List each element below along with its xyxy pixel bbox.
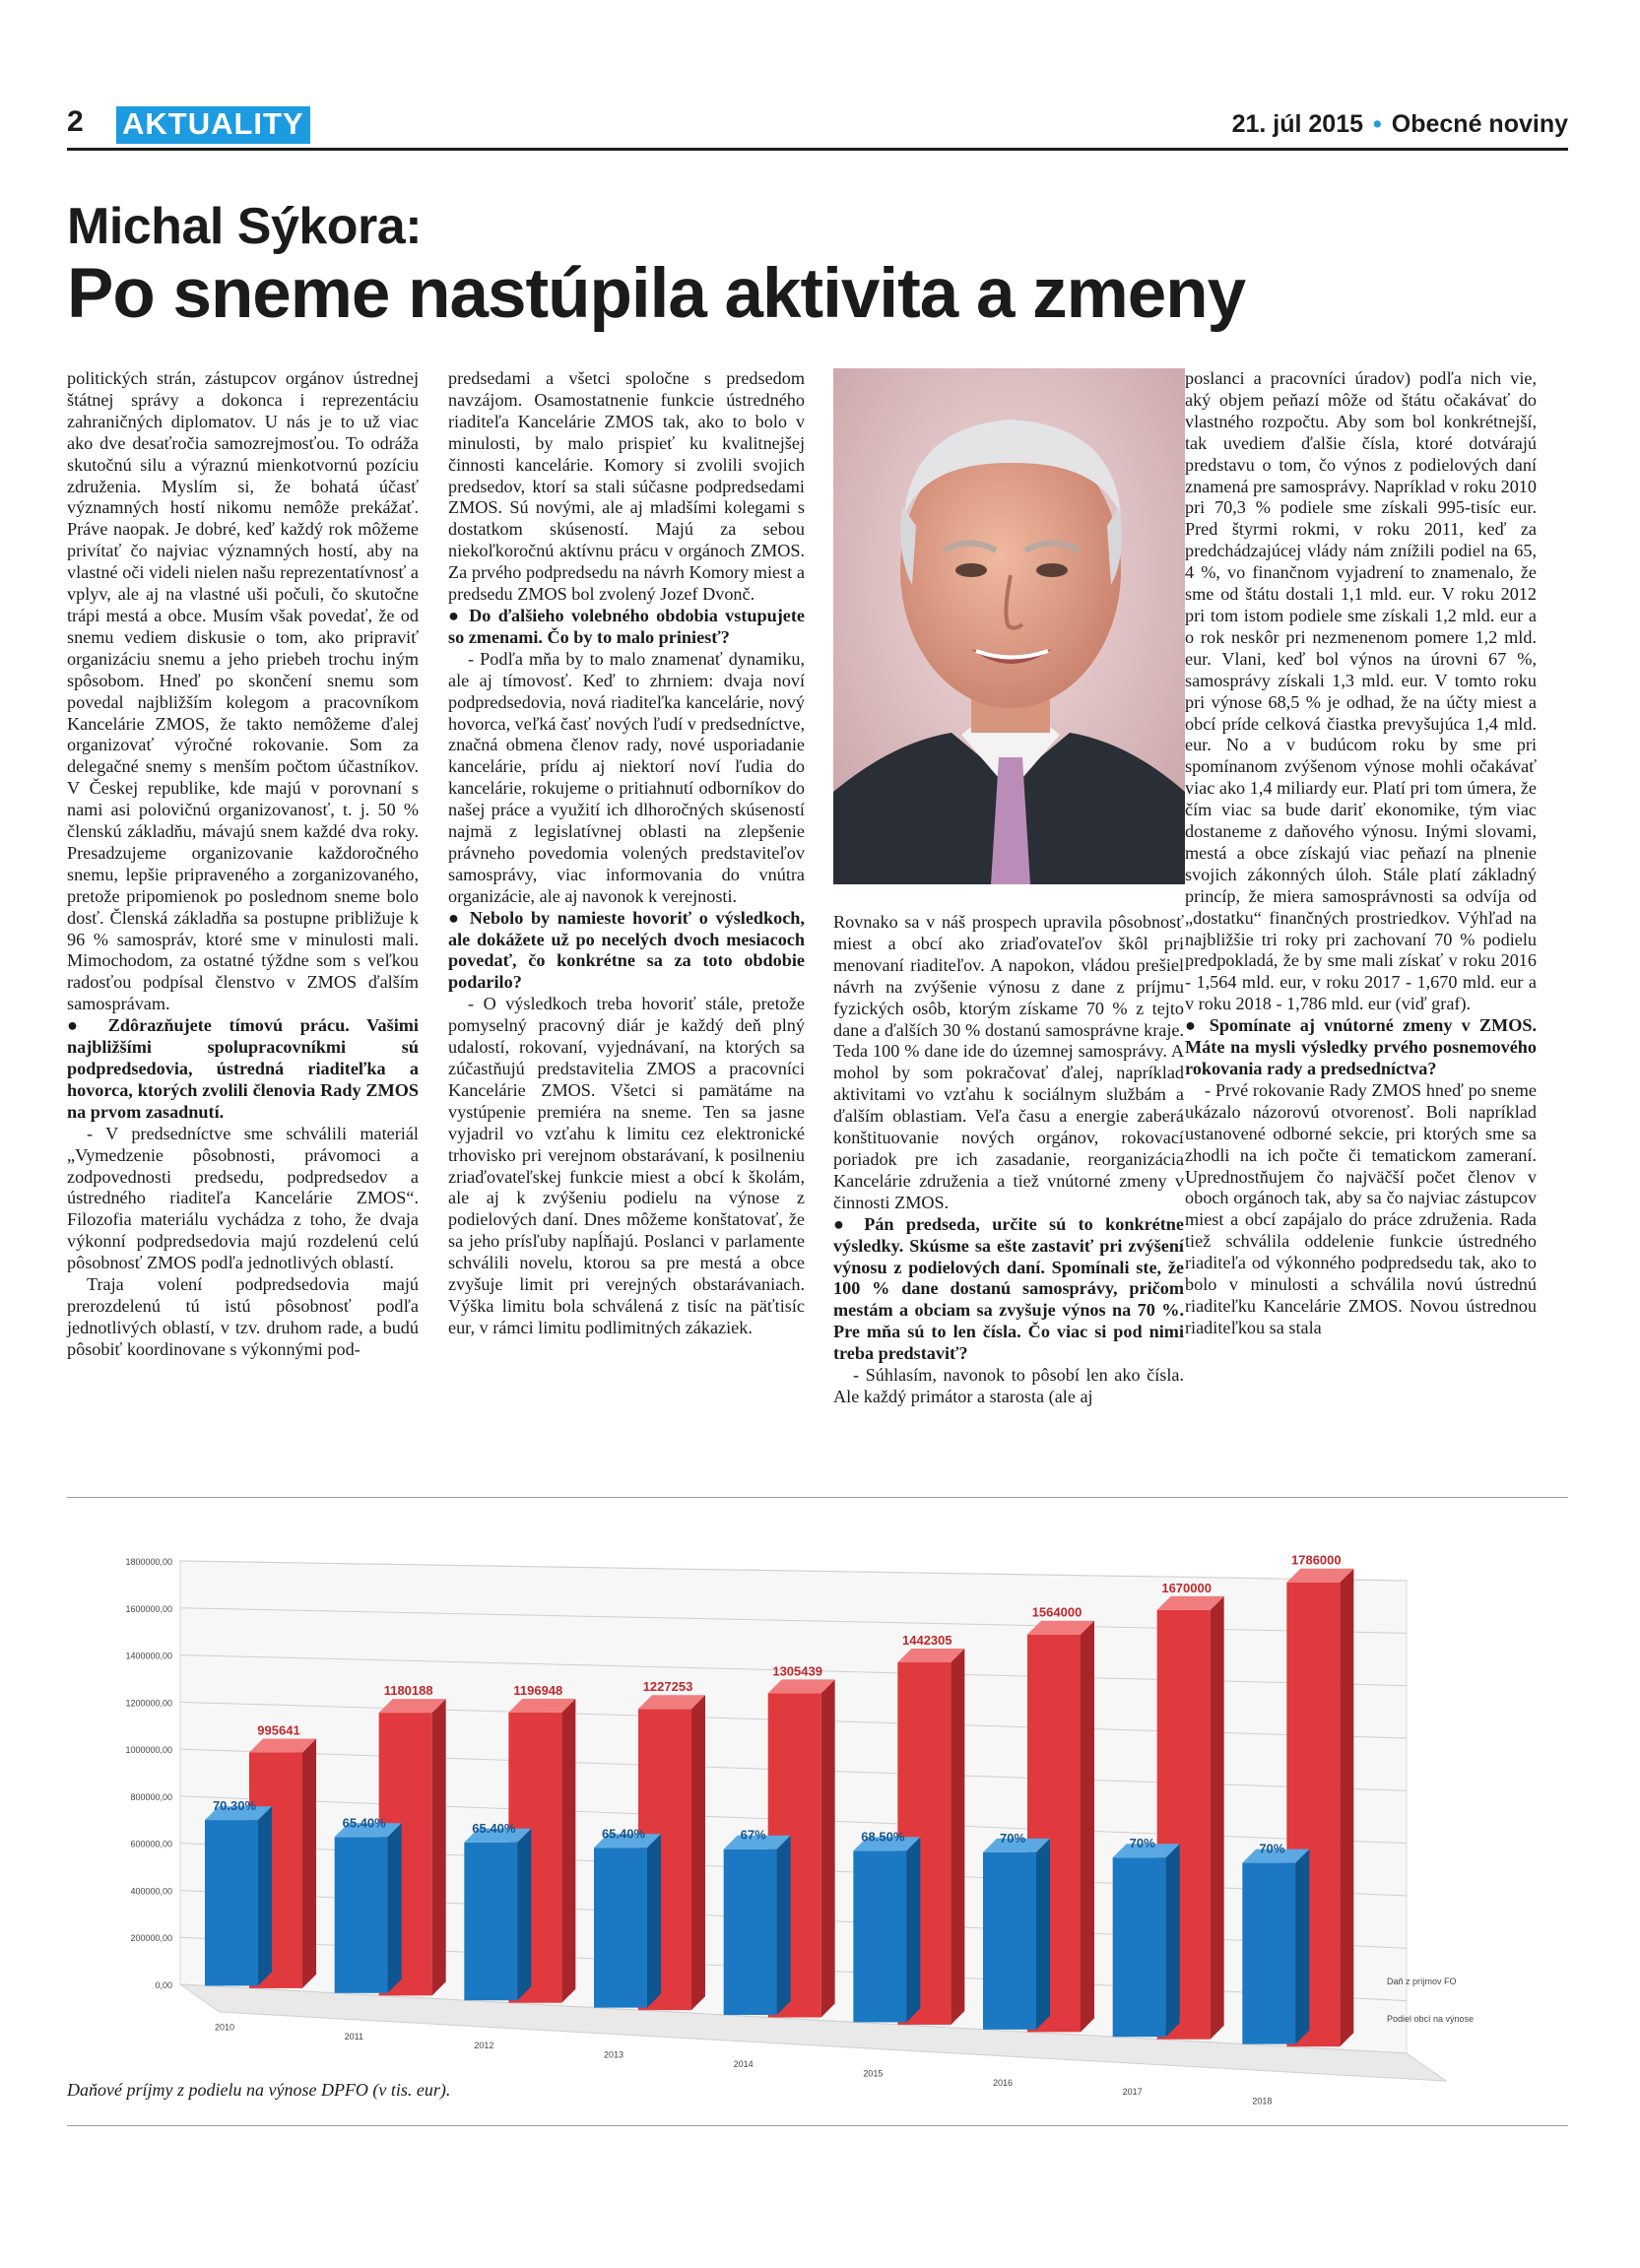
x-category-label: 2015 bbox=[863, 2068, 884, 2079]
x-category-label: 2016 bbox=[993, 2077, 1014, 2088]
bar-podiel-obci bbox=[1113, 1857, 1166, 2037]
data-label-blue: 65.40% bbox=[342, 1815, 386, 1831]
chart-caption: Daňové príjmy z podielu na výnose DPFO (v tis. eur). bbox=[67, 2080, 451, 2100]
data-label-red: 1786000 bbox=[1291, 1552, 1342, 1568]
paragraph: - O výsledkoch treba hovoriť stále, pretože pomyselný pracovný diár je každý deň plný udalostí, rokovaní, vyjednávaní, na ktorých sa zúčastňujú predstavitelia ZMOS a pracovníci Kancelárie ZMOS. Všetci si pamätáme na vystúpenie premiéra na sneme. Ten sa jasne vyjadril vo vzťahu k limitu cez elektronické trhovisko pri verejnom obstarávaní, k posilneniu zriaďovateľskej funkcie miest a obcí k školám, ale aj k zvýšeniu podielu na výnose z podielových daní. Dnes môžeme konštatovať, že sa jeho prísľuby napĺňajú. Poslanci v parlamente schválili novelu, ktorou sa pre mestá a obce zvyšuje limit pri verejných obstarávaniach. Výška limitu bola schválená z tisíc na päťtisíc eur, v rámci limitu podlimitných zákaziek. bbox=[448, 994, 805, 1337]
data-label-red: 1180188 bbox=[383, 1683, 433, 1699]
y-tick-label: 1400000,00 bbox=[125, 1651, 172, 1661]
bar-podiel-obci-side bbox=[517, 1829, 531, 2000]
interview-question: ● Spomínate aj vnútorné zmeny v ZMOS. Máte na mysli výsledky prvého posnemového rokovania rady a predsedníctva? bbox=[1185, 1015, 1537, 1080]
x-category-label: 2018 bbox=[1252, 2096, 1273, 2106]
y-tick-label: 400000,00 bbox=[130, 1886, 172, 1897]
y-tick-label: 600000,00 bbox=[130, 1839, 172, 1849]
data-label-red: 1196948 bbox=[513, 1682, 563, 1698]
bar-dan-z-prijmov-side bbox=[691, 1695, 705, 2010]
data-label-blue: 65.40% bbox=[601, 1826, 646, 1842]
paragraph: Traja volení podpredsedovia majú prerozdelenú tú istú pôsobnosť podľa jednotlivých oblastí, v tzv. druhom rade, a budú pôsobiť koordinovane s výkonnými pod- bbox=[67, 1274, 419, 1359]
paragraph: - Podľa mňa by to malo znamenať dynamiku, ale aj tímovosť. Keď to zhrniem: dvaja noví podpredsedovia, nová riaditeľka kancelárie, nový hovorca, veľká časť nových ľudí v predsedníctve, značná obmena členov rady, nové usporiadanie kancelárie, prídu aj niektorí noví ľudia do kancelárie, rokujeme o pritiahnutí odborníkov do našej práce a využití ich dlhoročných skúseností najmä z legislatívnej oblasti na zlepšenie právneho povedomia volených predstaviteľov samosprávy, viac informovania do vnútra organizácie, ale aj navonok k verejnosti. bbox=[448, 648, 805, 906]
interview-question: ● Do ďalšieho volebného obdobia vstupujete so zmenami. Čo by to malo priniesť? bbox=[448, 606, 805, 649]
data-label-blue: 68.50% bbox=[861, 1829, 905, 1845]
data-label-red: 1670000 bbox=[1161, 1580, 1212, 1595]
data-label-red: 995641 bbox=[257, 1722, 300, 1738]
x-category-label: 2011 bbox=[344, 2031, 364, 2041]
bar-dan-z-prijmov-side bbox=[1340, 1569, 1353, 2046]
interview-question: ● Zdôrazňujete tímovú prácu. Vašimi najbližšími spolupracovníkmi sú podpredsedovia, ústredná riaditeľka a hovorca, ktorých zvolili členovia Rady ZMOS na prvom zasadnutí. bbox=[67, 1015, 419, 1124]
x-category-label: 2013 bbox=[604, 2049, 624, 2060]
bar-dan-z-prijmov-side bbox=[821, 1679, 835, 2017]
portrait-photo bbox=[833, 368, 1185, 884]
section-label: AKTUALITY bbox=[116, 106, 310, 144]
bar-podiel-obci bbox=[464, 1843, 517, 2000]
bar-podiel-obci-side bbox=[906, 1837, 920, 2022]
x-category-label: 2012 bbox=[474, 2041, 494, 2051]
separator-dot: • bbox=[1373, 110, 1382, 138]
article-headline: Po sneme nastúpila aktivita a zmeny bbox=[67, 255, 1246, 333]
header-rule bbox=[67, 148, 1568, 151]
bar-podiel-obci-side bbox=[388, 1823, 402, 1993]
data-label-blue: 70.30% bbox=[212, 1798, 257, 1814]
chart-top-rule bbox=[67, 1497, 1568, 1498]
legend-entry: Podiel obcí na výnose bbox=[1387, 2014, 1475, 2024]
bar-podiel-obci-side bbox=[258, 1806, 272, 1985]
data-label-blue: 70% bbox=[999, 1830, 1026, 1846]
data-label-red: 1564000 bbox=[1031, 1604, 1082, 1620]
bar-dan-z-prijmov-side bbox=[1211, 1596, 1224, 2040]
bottom-rule bbox=[67, 2125, 1568, 2126]
bar-podiel-obci-side bbox=[777, 1836, 791, 2015]
bar-dan-z-prijmov-side bbox=[432, 1699, 446, 1995]
interview-question: ● Nebolo by namieste hovoriť o výsledkoch, ale dokážete už po necelých dvoch mesiacoch povedať, čo konkrétne sa za toto obdobie podarilo? bbox=[448, 908, 805, 995]
paragraph: predsedami a všetci spoločne s predsedom navzájom. Osamostatnenie funkcie ústredného riaditeľa Kancelárie ZMOS tak, ako to bolo v minulosti, by malo prispieť ku kvalitnejšej činnosti kancelárie. Komory si zvolili svojich predsedov, ktorí sa stali súčasne podpredsedami ZMOS. Sú novými, ale aj mladšími kolegami s dostatkom skúseností. Majú za sebou niekoľkoročnú aktívnu prácu v orgánoch ZMOS. Za prvého podpredsedu na návrh Komory miest a predsedu ZMOS bol zvolený Jozef Dvonč. bbox=[448, 368, 805, 605]
data-label-red: 1305439 bbox=[772, 1663, 822, 1679]
portrait-illustration bbox=[833, 368, 1185, 884]
y-tick-label: 200000,00 bbox=[130, 1933, 172, 1944]
bar-podiel-obci bbox=[335, 1837, 388, 1993]
text-column-1 bbox=[67, 368, 419, 1361]
bar-podiel-obci bbox=[724, 1849, 777, 2015]
text-column-2 bbox=[448, 368, 805, 1339]
bar-podiel-obci bbox=[205, 1820, 258, 1985]
y-tick-label: 0,00 bbox=[155, 1980, 172, 1990]
y-tick-label: 1600000,00 bbox=[125, 1603, 172, 1614]
data-label-blue: 70% bbox=[1259, 1841, 1285, 1856]
legend-entry: Daň z príjmov FO bbox=[1387, 1976, 1457, 1986]
bar-podiel-obci-side bbox=[1036, 1839, 1050, 2030]
text-column-3 bbox=[833, 912, 1184, 1408]
data-label-blue: 65.40% bbox=[472, 1820, 516, 1836]
data-label-blue: 67% bbox=[740, 1827, 766, 1843]
bar-podiel-obci bbox=[983, 1852, 1036, 2030]
bar-podiel-obci bbox=[853, 1850, 906, 2022]
bar-podiel-obci bbox=[1242, 1863, 1295, 2044]
page-number: 2 bbox=[67, 105, 84, 138]
paragraph: poslanci a pracovníci úradov) podľa nich vie, aký objem peňazí môže od štátu očakávať do vlastného rozpočtu. Aby som bol konkrétnejší, tak uvediem ďalšie čísla, ktoré dotvárajú predstavu o tom, čo výnos z podielových daní znamená pre samosprávy. Napríklad v roku 2010 pri 70,3 % podiele sme získali 995-tisíc eur. Pred štyrmi rokmi, v roku 2011, keď za predchádzajúcej vlády nám znížili podiel na 65, 4 %, vo finančnom vyjadrení to znamenalo, že sme od štátu dostali 1,1 mld. eur. V roku 2012 pri tom istom podiele sme získali 1,2 mld. eur a o rok neskôr pri nezmenenom pomere 1,2 mld. eur. Vlani, keď bol výnos na úrovni 67 %, samosprávy získali 1,3 mld. eur. V tomto roku pri výnose 68,5 % je odhad, že na účty miest a obcí príde celková čiastka prevyšujúca 1,4 mld. eur. No a v budúcom roku by sme pri spomínanom zvýšenom výnose mohli očakávať viac ako 1,4 miliardy eur. Platí pri tom úmera, že čím viac sa bude dariť ekonomike, tým viac dostaneme z daňového výnosu. Inými slovami, mestá a obce získajú viac peňazí na plnenie svojich zákonných úloh. Stále platí základný princíp, že miera samosprávnosti sa odvíja od „dostatku“ finančných prostriedkov. Výhľad na najbližšie tri roky pri zachovaní 70 % podielu predpokladá, že by sme mali získať v roku 2016 - 1,564 mld. eur, v roku 2017 - 1,670 mld. eur a v roku 2018 - 1,786 mld. eur (viď graf). bbox=[1185, 368, 1537, 1014]
data-label-red: 1442305 bbox=[902, 1632, 952, 1648]
paragraph: - Prvé rokovanie Rady ZMOS hneď po sneme ukázalo názorovú otvorenosť. Boli napríklad ustanovené odborné sekcie, pri ktorých sme sa zhodli na ich počte či tematickom zameraní. Uprednostňujem čo najväčší počet členov v oboch orgánoch tak, aby sa čo najviac zástupcov miest a obcí zapájalo do práce združenia. Rada tiež schválila oddelenie funkcie ústredného riaditeľa od výkonného podpredsedu tak, ako to bolo v minulosti a schválila novú ústrednú riaditeľku Kancelárie ZMOS. Novou ústrednou riaditeľkou sa stala bbox=[1185, 1079, 1537, 1337]
bar-podiel-obci-side bbox=[1166, 1844, 1180, 2037]
issue-date: 21. júl 2015 bbox=[1231, 110, 1364, 138]
interview-question: ● Pán predseda, určite sú to konkrétne výsledky. Skúsme sa ešte zastaviť pri zvýšení výnosu z podielových daní. Spomínali ste, že 100 % dane dostanú samosprávy, pričom mestám a obciam sa zvyšuje výnos na 70 %. Pre mňa sú to len čísla. Čo viac si pod nimi treba predstaviť? bbox=[833, 1214, 1184, 1365]
text-column-4 bbox=[1185, 368, 1537, 1339]
article-kicker: Michal Sýkora: bbox=[67, 198, 423, 255]
x-category-label: 2017 bbox=[1122, 2087, 1143, 2098]
x-category-label: 2014 bbox=[733, 2059, 754, 2070]
bar-dan-z-prijmov-side bbox=[951, 1649, 964, 2025]
y-tick-label: 1200000,00 bbox=[125, 1698, 172, 1709]
paragraph: politických strán, zástupcov orgánov ústrednej štátnej správy a dokonca i reprezentáciu zahraničných diplomatov. U nás je to už viac ako dve desaťročia samozrejmosťou. To odráža skutočnú silu a výraznú mienkotvornú pozíciu združenia. Myslím si, že bohatá účasť významných hostí nikomu nemôže prekážať. Práve naopak. Je dobré, keď každý rok môžeme privítať čo najviac významných hostí, aby na vlastné oči videli nielen našu reprezentatívnosť a vplyv, ale aj na vlastné uši počuli, čo skutočne trápi mestá a obce. Musím však povedať, že od snemu vediem diskusie o tom, ako pripraviť organizáciu snemu a jeho priebeh trochu iným spôsobom. Hneď po skončení snemu som povedal najbližším kolegom a pracovníkom Kancelárie ZMOS, že takto nemôžeme ďalej organizovať výročné rokovanie. Som za delegačné snemy s menším počtom účastníkov. V Českej republike, kde majú v porovnaní s nami asi polovičnú organizovanosť, t. j. 50 % členskú základňu, mávajú snem každé dva roky. Presadzujeme organizovanie každoročného snemu, lepšie pripraveného a zorganizovaného, pretože pripomienok po poslednom sneme bolo dosť. Členská základňa sa postupne približuje k 96 % samospráv, ktoré sme v minulosti mali. Mimochodom, za ostatné týždne som s veľkou radosťou podpísal členstvo v ZMOS ďalším samosprávam. bbox=[67, 368, 419, 1014]
y-tick-label: 1800000,00 bbox=[125, 1557, 172, 1567]
data-label-red: 1227253 bbox=[642, 1679, 693, 1695]
data-label-blue: 70% bbox=[1129, 1836, 1155, 1851]
bar-dan-z-prijmov-side bbox=[1081, 1621, 1094, 2033]
paragraph: - Súhlasím, navonok to pôsobí len ako čísla. Ale každý primátor a starosta (ale aj bbox=[833, 1365, 1184, 1406]
issue-info bbox=[1232, 110, 1568, 139]
y-tick-label: 800000,00 bbox=[130, 1791, 172, 1802]
bar-podiel-obci-side bbox=[1295, 1849, 1309, 2044]
y-tick-label: 1000000,00 bbox=[125, 1745, 172, 1756]
bar-podiel-obci-side bbox=[647, 1834, 661, 2007]
publication-name: Obecné noviny bbox=[1391, 110, 1568, 138]
bar-dan-z-prijmov-side bbox=[561, 1699, 575, 2003]
paragraph: - V predsedníctve sme schválili materiál „Vymedzenie pôsobnosti, právomoci a zodpovednosti predsedu, podpredsedov a ústredného riaditeľa Kancelárie ZMOS“. Filozofia materiálu vychádza z toho, že dvaja výkonní podpredsedovia majú rozdelenú celú pôsobnosť ZMOS podľa jednotlivých oblastí. bbox=[67, 1123, 419, 1273]
paragraph: Rovnako sa v náš prospech upravila pôsobnosť miest a obcí ako zriaďovateľov škôl pri menovaní riaditeľov. A napokon, vládou prešiel návrh na zvýšenie výnosu z dane z príjmu fyzických osôb, ktorým získame 70 % z tejto dane a ďalších 30 % dostanú samosprávne kraje. Teda 100 % dane ide do územnej samosprávy. A mohol by som pokračovať ďalej, napríklad aktivitami vo vzťahu k sociálnym službám a ďalším oblastiam. Veľa času a energie zaberá konštituovanie nových orgánov, rokovací poriadok pre ich zasadanie, reorganizácia Kancelárie združenia a tiež vnútorné zmeny v činnosti ZMOS. bbox=[833, 912, 1184, 1212]
bar-podiel-obci bbox=[594, 1847, 647, 2007]
x-category-label: 2010 bbox=[215, 2022, 235, 2033]
bar-dan-z-prijmov-side bbox=[302, 1739, 316, 1988]
